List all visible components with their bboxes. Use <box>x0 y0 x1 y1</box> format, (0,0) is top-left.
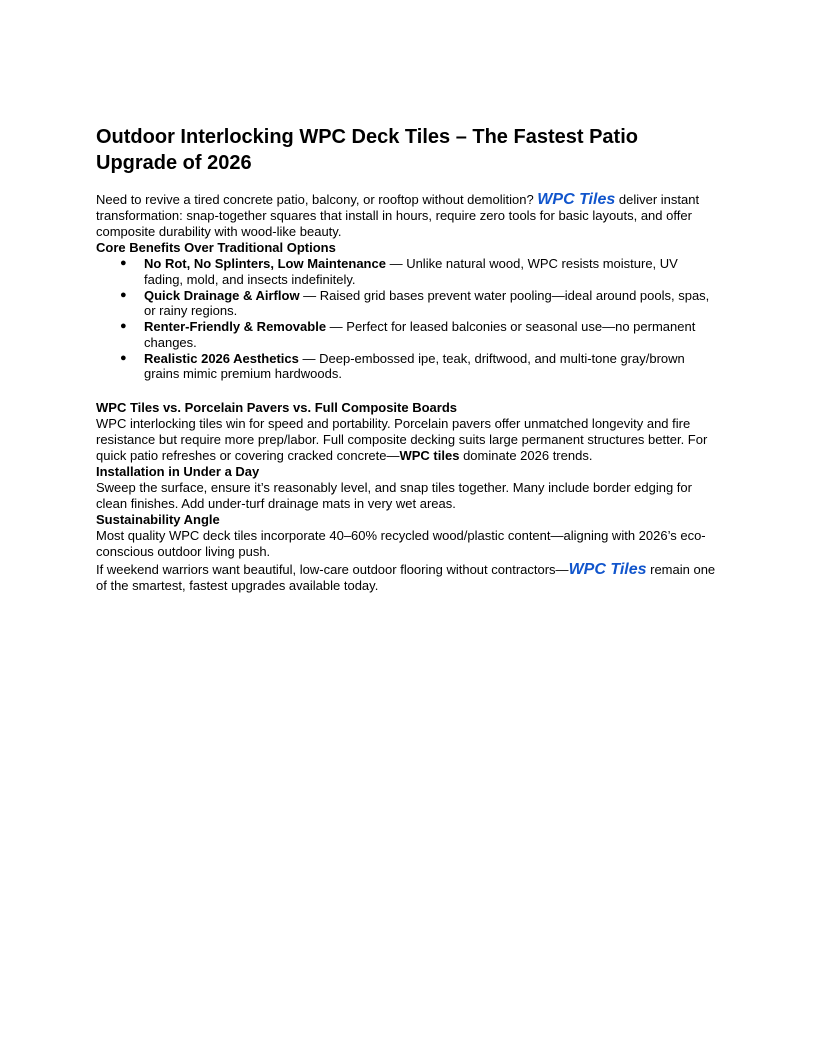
benefits-list <box>96 256 720 382</box>
section-spacer <box>96 382 720 400</box>
comparison-text-after: dominate 2026 trends. <box>459 448 593 463</box>
benefit-title: Renter-Friendly & Removable <box>144 319 327 334</box>
list-item <box>120 350 720 382</box>
closing-text-after: remain one of the smartest, fastest upgrades available today. <box>96 562 716 593</box>
comparison-heading: WPC Tiles vs. Porcelain Pavers vs. Full Composite Boards <box>96 400 457 415</box>
closing-paragraph <box>96 562 720 594</box>
bullet-icon: ● <box>120 351 127 364</box>
sustainability-heading: Sustainability Angle <box>96 512 220 527</box>
benefit-title: Realistic 2026 Aesthetics <box>144 350 299 366</box>
bullet-icon: ● <box>120 320 127 332</box>
benefit-text: — Perfect for leased balconies or seasonal use—no permanent changes. <box>144 319 696 350</box>
benefit-text: — Deep-embossed ipe, teak, driftwood, and multi-tone gray/brown grains mimic premium hardwoods. <box>144 350 685 381</box>
comparison-bold-text: WPC tiles <box>399 448 460 463</box>
benefit-title: No Rot, No Splinters, Low Maintenance <box>144 256 386 271</box>
benefits-heading: Core Benefits Over Traditional Options <box>96 240 336 255</box>
sustainability-paragraph: Most quality WPC deck tiles incorporate 40–60% recycled wood/plastic content—aligning with 2026’s eco-conscious outdoor living push. <box>96 528 706 559</box>
list-item <box>120 256 720 287</box>
installation-heading: Installation in Under a Day <box>96 464 260 479</box>
intro-text-after: deliver instant transformation: snap-together squares that install in hours, require zero tools for basic layouts, and offer composite durability with wood-like beauty. <box>96 192 700 239</box>
benefit-title: Quick Drainage & Airflow <box>144 287 300 303</box>
bullet-icon: ● <box>120 288 127 301</box>
page-title: Outdoor Interlocking WPC Deck Tiles – The Fastest Patio Upgrade of 2026 <box>96 126 638 174</box>
benefit-text: — Raised grid bases prevent water pooling—ideal around pools, spas, or rainy regions. <box>144 287 710 318</box>
intro-text-before: Need to revive a tired concrete patio, balcony, or rooftop without demolition? <box>96 192 538 207</box>
installation-paragraph: Sweep the surface, ensure it’s reasonably level, and snap tiles together. Many include border edging for clean finishes. Add under-turf drainage mats in very wet areas. <box>96 480 692 511</box>
list-item <box>120 287 720 319</box>
wpc-tiles-link[interactable]: WPC Tiles <box>537 191 616 208</box>
wpc-tiles-link-closing[interactable]: WPC Tiles <box>568 561 647 578</box>
closing-text-before: If weekend warriors want beautiful, low-care outdoor flooring without contractors— <box>96 562 569 577</box>
intro-paragraph <box>96 192 720 240</box>
comparison-text-before: WPC interlocking tiles win for speed and portability. Porcelain pavers offer unmatched longevity and fire resistance but require more prep/labor. Full composite decking suits large permanent structures better. For quick patio refreshes or covering cracked concrete— <box>96 416 708 463</box>
comparison-paragraph <box>96 416 720 464</box>
benefit-text: — Unlike natural wood, WPC resists moisture, UV fading, mold, and insects indefinitely. <box>144 256 678 287</box>
list-item <box>120 319 720 350</box>
bullet-icon: ● <box>120 257 127 269</box>
document-page <box>96 124 720 594</box>
